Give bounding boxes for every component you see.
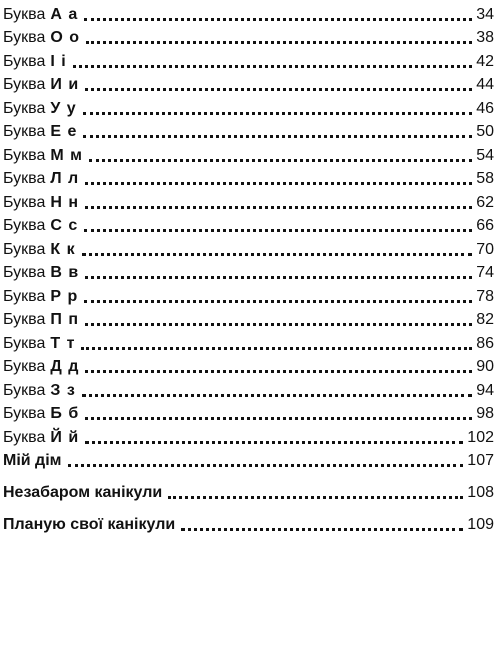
entry-prefix: Буква (3, 405, 46, 422)
entry-letter: Й й (50, 428, 80, 446)
entry-prefix: Буква (3, 428, 46, 446)
dot-leader (168, 496, 463, 499)
toc-entry[interactable] (3, 306, 494, 330)
entry-letter: М м (50, 146, 83, 164)
entry-page: 86 (476, 334, 494, 352)
entry-letter: И и (50, 76, 80, 93)
entry-page: 102 (467, 428, 494, 446)
entry-page: 42 (476, 52, 494, 70)
entry-page: 70 (476, 240, 494, 258)
dot-leader (86, 41, 472, 44)
section-title: Планую свої канікули (3, 516, 176, 533)
toc-entry[interactable] (3, 0, 494, 24)
entry-prefix: Буква (3, 76, 46, 93)
entry-letter: О о (50, 29, 81, 46)
dot-leader (68, 464, 464, 467)
toc-entry[interactable] (3, 212, 494, 236)
entry-page: 50 (476, 123, 494, 140)
entry-letter: Д д (50, 358, 80, 375)
entry-prefix: Буква (3, 287, 46, 305)
dot-leader (82, 394, 472, 397)
toc-entry[interactable] (3, 423, 494, 447)
dot-leader (84, 18, 472, 21)
toc-entry[interactable] (3, 24, 494, 48)
toc-entry[interactable] (3, 329, 494, 353)
toc-entry[interactable] (3, 118, 494, 142)
toc-section-entry[interactable] (3, 484, 494, 502)
entry-prefix: Буква (3, 123, 46, 140)
entry-prefix: Буква (3, 29, 46, 46)
entry-letter: У у (50, 99, 77, 117)
dot-leader (85, 441, 463, 444)
dot-leader (83, 135, 472, 138)
section-page: 109 (467, 516, 494, 533)
section-title: Незабаром канікули (3, 484, 163, 501)
entry-page: 74 (476, 264, 494, 281)
dot-leader (81, 347, 472, 350)
dot-leader (85, 323, 472, 326)
toc-entry[interactable] (3, 94, 494, 118)
entry-prefix: Буква (3, 99, 46, 117)
toc-entry[interactable] (3, 165, 494, 189)
dot-leader (85, 182, 472, 185)
letters-toc (3, 0, 494, 447)
entry-page: 78 (476, 287, 494, 305)
dot-leader (85, 370, 472, 373)
entry-prefix: Буква (3, 193, 46, 211)
dot-leader (85, 276, 472, 279)
entry-prefix: Буква (3, 146, 46, 164)
dot-leader (89, 159, 472, 162)
dot-leader (84, 229, 472, 232)
toc-entry[interactable] (3, 282, 494, 306)
toc-entry[interactable] (3, 235, 494, 259)
entry-prefix: Буква (3, 5, 46, 23)
toc-entry[interactable] (3, 376, 494, 400)
entry-prefix: Буква (3, 311, 46, 328)
entry-prefix: Буква (3, 381, 46, 399)
entry-page: 46 (476, 99, 494, 117)
entry-letter: І і (50, 52, 67, 70)
entry-letter: Т т (50, 334, 76, 352)
entry-page: 90 (476, 358, 494, 375)
entry-prefix: Буква (3, 52, 46, 70)
toc-entry[interactable] (3, 353, 494, 377)
dot-leader (73, 65, 472, 68)
section-title: Мій дім (3, 452, 62, 469)
entry-letter: П п (50, 311, 79, 328)
entry-letter: С с (50, 217, 79, 234)
toc-entry[interactable] (3, 400, 494, 424)
dot-leader (85, 417, 472, 420)
dot-leader (85, 88, 472, 91)
entry-letter: К к (50, 240, 76, 258)
entry-letter: А а (50, 5, 79, 23)
entry-letter: Б б (50, 405, 80, 422)
entry-page: 82 (476, 311, 494, 328)
entry-letter: Л л (50, 170, 80, 187)
entry-prefix: Буква (3, 264, 46, 281)
toc-entry[interactable] (3, 188, 494, 212)
dot-leader (83, 112, 473, 115)
toc-entry[interactable] (3, 141, 494, 165)
section-page: 108 (467, 484, 494, 501)
entry-prefix: Буква (3, 170, 46, 187)
entry-page: 44 (476, 76, 494, 93)
entry-letter: В в (50, 264, 80, 281)
entry-page: 62 (476, 193, 494, 211)
entry-page: 98 (476, 405, 494, 422)
entry-letter: Е е (50, 123, 78, 140)
toc-entry[interactable] (3, 259, 494, 283)
dot-leader (181, 528, 463, 531)
entry-letter: З з (50, 381, 76, 399)
entry-page: 66 (476, 217, 494, 234)
entry-prefix: Буква (3, 358, 46, 375)
entry-letter: Н н (50, 193, 80, 211)
entry-page: 94 (476, 381, 494, 399)
toc-section-entry[interactable] (3, 516, 494, 534)
entry-letter: Р р (50, 287, 79, 305)
dot-leader (85, 206, 472, 209)
toc-entry[interactable] (3, 47, 494, 71)
toc-section-entry[interactable] (3, 452, 494, 470)
entry-page: 38 (476, 29, 494, 46)
toc-entry[interactable] (3, 71, 494, 95)
entry-prefix: Буква (3, 334, 46, 352)
entry-page: 54 (476, 146, 494, 164)
entry-prefix: Буква (3, 217, 46, 234)
entry-page: 58 (476, 170, 494, 187)
entry-page: 34 (476, 5, 494, 23)
dot-leader (84, 300, 472, 303)
dot-leader (82, 253, 473, 256)
section-page: 107 (467, 452, 494, 469)
entry-prefix: Буква (3, 240, 46, 258)
